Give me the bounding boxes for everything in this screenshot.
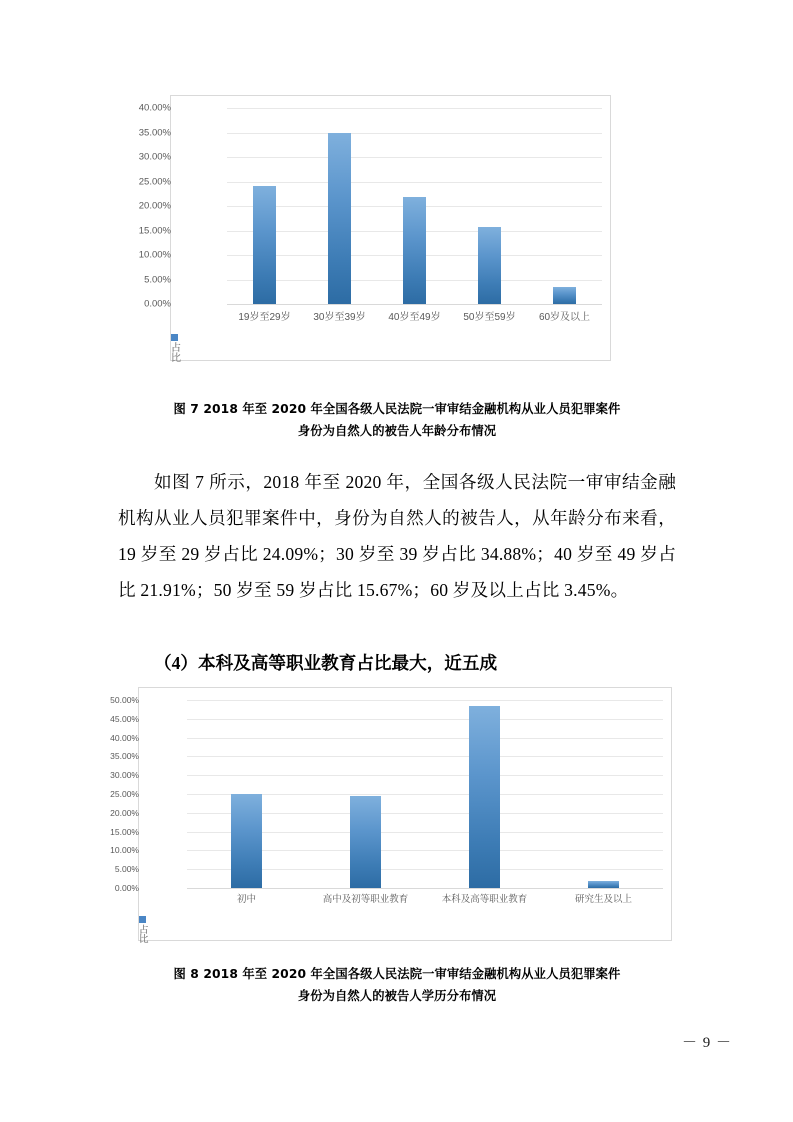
y-axis-tick-label: 30.00%	[110, 769, 139, 780]
x-axis-tick-label: 本科及高等职业教育	[441, 894, 528, 905]
legend-label: 占比	[139, 924, 149, 945]
x-axis-tick-label: 19岁至29岁	[238, 312, 291, 323]
legend-swatch-icon	[139, 916, 146, 923]
bar-3	[469, 706, 500, 888]
gridline	[187, 700, 663, 701]
x-axis-tick-label: 40岁至49岁	[388, 312, 441, 323]
legend-label: 占比	[171, 343, 181, 364]
figure-7-caption	[118, 398, 676, 442]
bar-1	[231, 794, 262, 888]
body-paragraph-age: 如图 7 所示，2018 年至 2020 年，全国各级人民法院一审审结金融机构从业人员犯罪案件中，身份为自然人的被告人，从年龄分布来看，19 岁至 29 岁占比 24.09%；30 岁至 39 岁占比 34.88%；40 岁至 49 岁占比 21.91%；50 岁至 59 岁占比 15.67%；60 岁及以上占比 3.45%。	[118, 472, 676, 600]
gridline	[227, 182, 602, 183]
bar-3	[403, 197, 426, 304]
y-axis-tick-label: 10.00%	[138, 249, 171, 261]
section-heading-4: （4）本科及高等职业教育占比最大，近五成	[154, 653, 498, 673]
figure-8-caption-line1: 图 8 2018 年至 2020 年全国各级人民法院一审审结金融机构从业人员犯罪案件	[173, 967, 621, 981]
figure-7-caption-line1: 图 7 2018 年至 2020 年全国各级人民法院一审审结金融机构从业人员犯罪案件	[173, 402, 621, 416]
gridline	[227, 157, 602, 158]
y-axis-tick-label: 15.00%	[138, 224, 171, 236]
legend-swatch-icon	[171, 334, 178, 341]
chart-education-distribution	[110, 687, 672, 945]
chart-age-distribution	[138, 95, 611, 364]
gridline	[187, 756, 663, 757]
y-axis-tick-label: 15.00%	[110, 826, 139, 837]
bar-2	[328, 133, 351, 304]
gridline	[187, 738, 663, 739]
gridline	[227, 108, 602, 109]
x-axis-tick-label: 30岁至39岁	[313, 312, 366, 323]
bar-4	[478, 227, 501, 304]
gridline	[187, 719, 663, 720]
y-axis-tick-label: 20.00%	[110, 807, 139, 818]
gridline	[187, 775, 663, 776]
bar-4	[588, 881, 619, 888]
y-axis-tick-label: 35.00%	[110, 751, 139, 762]
y-axis-tick-label: 35.00%	[138, 126, 171, 138]
x-axis-baseline	[227, 304, 602, 305]
y-axis-tick-label: 40.00%	[110, 732, 139, 743]
x-axis-tick-label: 50岁至59岁	[463, 312, 516, 323]
x-axis-tick-label: 初中	[236, 894, 256, 905]
x-axis-tick-label: 研究生及以上	[574, 894, 632, 905]
y-axis-tick-label: 25.00%	[110, 788, 139, 799]
x-axis-tick-label: 60岁及以上	[538, 312, 591, 323]
figure-8-caption-line2: 身份为自然人的被告人学历分布情况	[297, 989, 497, 1003]
y-axis-tick-label: 0.00%	[144, 298, 171, 310]
y-axis-tick-label: 50.00%	[110, 694, 139, 705]
figure-7-caption-line2: 身份为自然人的被告人年龄分布情况	[297, 424, 497, 438]
bar-1	[253, 186, 276, 304]
page-number: － 9 －	[681, 1035, 732, 1051]
y-axis-tick-label: 30.00%	[138, 151, 171, 163]
gridline	[227, 133, 602, 134]
x-axis-tick-label: 高中及初等职业教育	[322, 894, 409, 905]
y-axis-tick-label: 45.00%	[110, 713, 139, 724]
x-axis-baseline	[187, 888, 663, 889]
bar-5	[553, 287, 576, 304]
y-axis-tick-label: 25.00%	[138, 175, 171, 187]
y-axis-tick-label: 20.00%	[138, 200, 171, 212]
figure-8-caption	[118, 963, 676, 1007]
y-axis-tick-label: 5.00%	[144, 273, 171, 285]
y-axis-tick-label: 10.00%	[110, 845, 139, 856]
bar-2	[350, 796, 381, 888]
y-axis-tick-label: 0.00%	[114, 882, 139, 893]
y-axis-tick-label: 5.00%	[114, 863, 139, 874]
y-axis-tick-label: 40.00%	[138, 102, 171, 114]
